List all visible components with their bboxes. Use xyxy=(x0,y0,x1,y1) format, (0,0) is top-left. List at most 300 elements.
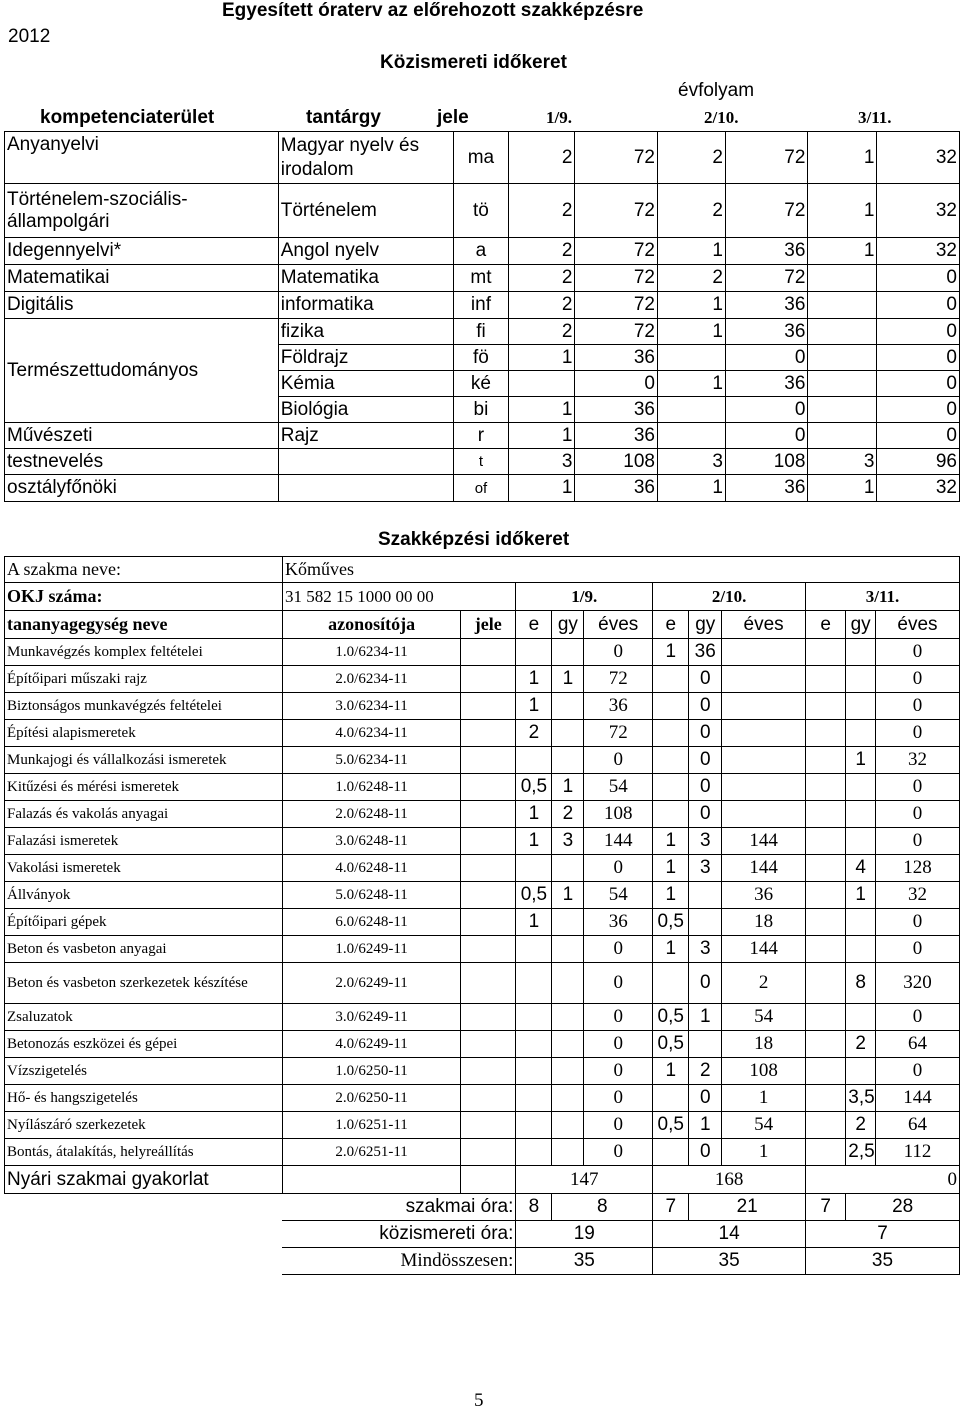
value-cell: 72 xyxy=(575,132,658,184)
value-cell: 36 xyxy=(575,423,658,449)
value-cell: 0 xyxy=(877,345,960,371)
value-cell xyxy=(722,801,806,828)
unit-code-cell xyxy=(461,693,516,720)
page-number: 5 xyxy=(474,1390,484,1411)
table-row xyxy=(5,1139,960,1166)
value-cell: 72 xyxy=(725,184,808,238)
unit-name-cell: Beton és vasbeton szerkezetek készítése xyxy=(5,963,283,1004)
value-cell: 1 xyxy=(508,397,575,423)
value-cell: 3 xyxy=(508,449,575,475)
area-cell: osztályfőnöki xyxy=(5,475,279,502)
value-cell: 2 xyxy=(516,720,552,747)
summary-value: 7 xyxy=(653,1194,689,1221)
value-cell xyxy=(808,371,877,397)
unit-name-cell: Építési alapismeretek xyxy=(5,720,283,747)
value-cell: 0 xyxy=(876,828,960,855)
value-cell xyxy=(805,855,845,882)
value-cell xyxy=(508,371,575,397)
value-cell: 3,5 xyxy=(846,1085,876,1112)
value-cell: 2 xyxy=(508,132,575,184)
value-cell: 108 xyxy=(575,449,658,475)
value-cell xyxy=(808,292,877,319)
value-cell: 0 xyxy=(725,397,808,423)
value-cell: 0 xyxy=(876,936,960,963)
header-gy: gy xyxy=(846,611,876,639)
code-cell: fi xyxy=(454,319,508,345)
summary-value: 7 xyxy=(805,1221,959,1248)
value-cell: 1 xyxy=(808,184,877,238)
summary-value: 19 xyxy=(516,1221,653,1248)
summary-row xyxy=(5,1221,960,1248)
subject-cell: Rajz xyxy=(278,423,454,449)
value-cell xyxy=(552,720,584,747)
value-cell: 108 xyxy=(722,1058,806,1085)
value-cell: 0 xyxy=(876,1004,960,1031)
unit-id-cell: 1.0/6248-11 xyxy=(282,774,460,801)
table-row xyxy=(5,855,960,882)
table-row xyxy=(5,801,960,828)
value-cell xyxy=(805,1085,845,1112)
value-cell xyxy=(552,1085,584,1112)
value-cell: 0 xyxy=(689,774,722,801)
value-cell: 1 xyxy=(653,639,689,666)
value-cell: 36 xyxy=(725,238,808,265)
table-row xyxy=(5,1085,960,1112)
value-cell xyxy=(805,774,845,801)
unit-id-cell: 1.0/6234-11 xyxy=(282,639,460,666)
value-cell xyxy=(805,747,845,774)
value-cell xyxy=(846,693,876,720)
area-cell: Anyanyelvi xyxy=(5,132,279,184)
unit-name-cell: Kitűzési és mérési ismeretek xyxy=(5,774,283,801)
summary-value: 35 xyxy=(516,1248,653,1275)
summary-value: 8 xyxy=(552,1194,653,1221)
unit-name-cell: Építőipari műszaki rajz xyxy=(5,666,283,693)
unit-name-cell: Beton és vasbeton anyagai xyxy=(5,936,283,963)
value-cell: 2 xyxy=(508,184,575,238)
value-cell: 18 xyxy=(722,1031,806,1058)
year-label: 2012 xyxy=(8,26,51,47)
unit-id-cell: 1.0/6250-11 xyxy=(282,1058,460,1085)
value-cell xyxy=(689,882,722,909)
value-cell: 1 xyxy=(653,1058,689,1085)
summary-value: 8 xyxy=(516,1194,552,1221)
value-cell: 0 xyxy=(877,423,960,449)
value-cell: 1 xyxy=(722,1139,806,1166)
unit-code-cell xyxy=(461,1139,516,1166)
top-header-year2: 2/10. xyxy=(704,108,739,127)
value-cell xyxy=(658,423,726,449)
value-cell xyxy=(846,639,876,666)
header-gy: gy xyxy=(689,611,722,639)
value-cell: 1 xyxy=(508,475,575,502)
kozismereti-table xyxy=(4,131,960,502)
value-cell xyxy=(516,1112,552,1139)
value-cell xyxy=(805,1004,845,1031)
unit-name-cell: Munkavégzés komplex feltételei xyxy=(5,639,283,666)
value-cell xyxy=(808,423,877,449)
unit-id-cell: 2.0/6250-11 xyxy=(282,1085,460,1112)
value-cell: 1 xyxy=(552,666,584,693)
value-cell: 0,5 xyxy=(516,774,552,801)
value-cell: 1 xyxy=(808,132,877,184)
area-cell: Történelem-szociális-állampolgári xyxy=(5,184,279,238)
value-cell xyxy=(722,666,806,693)
value-cell xyxy=(846,1058,876,1085)
unit-code-cell xyxy=(461,747,516,774)
value-cell: 0 xyxy=(876,774,960,801)
cell xyxy=(5,1194,283,1221)
okj-row xyxy=(5,583,960,611)
table-row xyxy=(5,475,960,502)
value-cell xyxy=(552,1004,584,1031)
value-cell xyxy=(805,1112,845,1139)
value-cell: 0 xyxy=(876,720,960,747)
table-row xyxy=(5,909,960,936)
value-cell xyxy=(722,747,806,774)
nyari-value: 0 xyxy=(805,1166,959,1194)
top-header-year1: 1/9. xyxy=(546,108,572,127)
value-cell: 54 xyxy=(584,774,653,801)
unit-id-cell: 5.0/6234-11 xyxy=(282,747,460,774)
value-cell: 1 xyxy=(689,1004,722,1031)
table-row xyxy=(5,1031,960,1058)
summary-value: 21 xyxy=(689,1194,806,1221)
page-title: Egyesített óraterv az előrehozott szakképzésre xyxy=(222,0,644,21)
code-cell: fö xyxy=(454,345,508,371)
unit-code-cell xyxy=(461,1085,516,1112)
value-cell: 72 xyxy=(584,720,653,747)
value-cell: 0,5 xyxy=(653,1004,689,1031)
header-eves: éves xyxy=(876,611,960,639)
value-cell: 32 xyxy=(877,238,960,265)
subject-cell: Biológia xyxy=(278,397,454,423)
value-cell: 2 xyxy=(508,265,575,292)
unit-code-cell xyxy=(461,828,516,855)
value-cell: 0 xyxy=(877,397,960,423)
unit-name-cell: Falazási ismeretek xyxy=(5,828,283,855)
value-cell: 36 xyxy=(725,319,808,345)
value-cell: 0 xyxy=(584,639,653,666)
value-cell xyxy=(552,1031,584,1058)
value-cell xyxy=(653,1085,689,1112)
value-cell: 144 xyxy=(876,1085,960,1112)
value-cell: 1 xyxy=(653,828,689,855)
value-cell xyxy=(516,1004,552,1031)
table-row xyxy=(5,423,960,449)
unit-code-cell xyxy=(461,720,516,747)
value-cell: 72 xyxy=(725,132,808,184)
value-cell xyxy=(552,1058,584,1085)
value-cell: 0 xyxy=(584,1112,653,1139)
value-cell xyxy=(722,693,806,720)
value-cell xyxy=(653,963,689,1004)
value-cell: 64 xyxy=(876,1031,960,1058)
value-cell xyxy=(552,693,584,720)
value-cell: 2 xyxy=(846,1031,876,1058)
value-cell: 1 xyxy=(658,371,726,397)
value-cell: 2 xyxy=(508,319,575,345)
table-row xyxy=(5,936,960,963)
value-cell: 0 xyxy=(689,720,722,747)
unit-code-cell xyxy=(461,1112,516,1139)
value-cell: 0 xyxy=(877,292,960,319)
value-cell xyxy=(516,747,552,774)
value-cell: 3 xyxy=(808,449,877,475)
header-eves: éves xyxy=(584,611,653,639)
unit-id-cell: 4.0/6249-11 xyxy=(282,1031,460,1058)
summary-row xyxy=(5,1248,960,1275)
value-cell: 36 xyxy=(725,371,808,397)
nyari-label: Nyári szakmai gyakorlat xyxy=(5,1166,283,1194)
value-cell xyxy=(805,1031,845,1058)
value-cell: 72 xyxy=(575,184,658,238)
value-cell: 144 xyxy=(722,855,806,882)
value-cell xyxy=(552,936,584,963)
subject-cell: Matematika xyxy=(278,265,454,292)
top-header-area: kompetenciaterület xyxy=(40,107,215,128)
table-row xyxy=(5,666,960,693)
value-cell: 2 xyxy=(508,238,575,265)
summary-value: 35 xyxy=(653,1248,806,1275)
unit-code-cell xyxy=(461,639,516,666)
value-cell: 3 xyxy=(689,828,722,855)
unit-id-cell: 5.0/6248-11 xyxy=(282,882,460,909)
value-cell xyxy=(846,828,876,855)
value-cell: 1 xyxy=(658,475,726,502)
value-cell xyxy=(722,774,806,801)
value-cell: 72 xyxy=(575,292,658,319)
value-cell xyxy=(846,936,876,963)
value-cell xyxy=(808,319,877,345)
szak-title: Szakképzési időkeret xyxy=(378,529,570,550)
value-cell: 36 xyxy=(722,882,806,909)
value-cell: 96 xyxy=(877,449,960,475)
value-cell xyxy=(552,909,584,936)
value-cell: 0 xyxy=(575,371,658,397)
value-cell xyxy=(805,963,845,1004)
value-cell: 2 xyxy=(846,1112,876,1139)
cell xyxy=(282,1166,460,1194)
subject-cell: Történelem xyxy=(278,184,454,238)
area-cell: testnevelés xyxy=(5,449,279,475)
value-cell: 0 xyxy=(876,666,960,693)
code-cell: a xyxy=(454,238,508,265)
table-row xyxy=(5,1058,960,1085)
unit-id-cell: 3.0/6249-11 xyxy=(282,1004,460,1031)
unit-id-cell: 2.0/6251-11 xyxy=(282,1139,460,1166)
value-cell xyxy=(846,909,876,936)
value-cell: 144 xyxy=(722,936,806,963)
value-cell xyxy=(846,666,876,693)
nyari-row xyxy=(5,1166,960,1194)
value-cell xyxy=(689,909,722,936)
value-cell: 1 xyxy=(658,319,726,345)
szakma-value: Kőműves xyxy=(282,557,959,583)
unit-code-cell xyxy=(461,882,516,909)
value-cell: 36 xyxy=(575,475,658,502)
value-cell: 72 xyxy=(575,238,658,265)
unit-code-cell xyxy=(461,774,516,801)
value-cell: 32 xyxy=(877,184,960,238)
value-cell xyxy=(516,1085,552,1112)
value-cell xyxy=(653,801,689,828)
value-cell: 0 xyxy=(877,265,960,292)
table-row xyxy=(5,292,960,319)
value-cell: 144 xyxy=(584,828,653,855)
unit-id-cell: 6.0/6248-11 xyxy=(282,909,460,936)
value-cell xyxy=(805,693,845,720)
value-cell: 1 xyxy=(808,238,877,265)
value-cell xyxy=(805,1139,845,1166)
value-cell xyxy=(653,666,689,693)
value-cell xyxy=(689,1031,722,1058)
unit-code-cell xyxy=(461,936,516,963)
unit-code-cell xyxy=(461,1004,516,1031)
table-row xyxy=(5,720,960,747)
value-cell: 72 xyxy=(725,265,808,292)
value-cell: 1 xyxy=(653,855,689,882)
summary-value: 7 xyxy=(805,1194,845,1221)
value-cell: 4 xyxy=(846,855,876,882)
szak-header-row xyxy=(5,611,960,639)
unit-id-cell: 4.0/6248-11 xyxy=(282,855,460,882)
szak-year3: 3/11. xyxy=(805,583,959,611)
value-cell xyxy=(516,855,552,882)
value-cell: 1 xyxy=(516,828,552,855)
unit-name-cell: Állványok xyxy=(5,882,283,909)
value-cell xyxy=(653,774,689,801)
evfolyam-label: évfolyam xyxy=(678,80,755,101)
value-cell xyxy=(722,720,806,747)
subject-cell: Angol nyelv xyxy=(278,238,454,265)
value-cell xyxy=(846,1004,876,1031)
value-cell: 0 xyxy=(876,639,960,666)
summary-value: 14 xyxy=(653,1221,806,1248)
unit-code-cell xyxy=(461,1058,516,1085)
value-cell xyxy=(516,1139,552,1166)
code-cell: t xyxy=(454,449,508,475)
value-cell xyxy=(805,801,845,828)
code-cell: bi xyxy=(454,397,508,423)
value-cell: 2 xyxy=(508,292,575,319)
value-cell xyxy=(516,1058,552,1085)
value-cell xyxy=(805,666,845,693)
value-cell xyxy=(552,1112,584,1139)
value-cell: 2 xyxy=(689,1058,722,1085)
value-cell xyxy=(805,1058,845,1085)
unit-id-cell: 1.0/6249-11 xyxy=(282,936,460,963)
nyari-value: 168 xyxy=(653,1166,806,1194)
unit-code-cell xyxy=(461,1031,516,1058)
value-cell: 0 xyxy=(877,371,960,397)
value-cell: 32 xyxy=(877,475,960,502)
table-row xyxy=(5,774,960,801)
value-cell: 1 xyxy=(658,238,726,265)
table-row xyxy=(5,828,960,855)
value-cell xyxy=(653,720,689,747)
value-cell: 0 xyxy=(584,1085,653,1112)
value-cell: 0,5 xyxy=(653,1031,689,1058)
value-cell xyxy=(805,828,845,855)
table-row xyxy=(5,693,960,720)
table-row xyxy=(5,449,960,475)
unit-name-cell: Építőipari gépek xyxy=(5,909,283,936)
szak-table xyxy=(4,556,960,1275)
value-cell: 54 xyxy=(722,1112,806,1139)
unit-id-cell: 3.0/6248-11 xyxy=(282,828,460,855)
value-cell xyxy=(846,774,876,801)
summary-value: 28 xyxy=(846,1194,960,1221)
cell xyxy=(5,1221,283,1248)
value-cell xyxy=(805,720,845,747)
unit-code-cell xyxy=(461,666,516,693)
value-cell: 0,5 xyxy=(653,909,689,936)
header-gy: gy xyxy=(552,611,584,639)
value-cell: 0 xyxy=(689,747,722,774)
okj-value: 31 582 15 1000 00 00 xyxy=(282,583,515,611)
subject-cell: Kémia xyxy=(278,371,454,397)
table-row xyxy=(5,963,960,1004)
code-cell: ma xyxy=(454,132,508,184)
table-row xyxy=(5,319,960,345)
value-cell: 1 xyxy=(846,747,876,774)
value-cell: 72 xyxy=(584,666,653,693)
unit-name-cell: Hő- és hangszigetelés xyxy=(5,1085,283,1112)
unit-id-cell: 2.0/6248-11 xyxy=(282,801,460,828)
value-cell: 0 xyxy=(689,1139,722,1166)
unit-code-cell xyxy=(461,963,516,1004)
value-cell xyxy=(808,265,877,292)
value-cell: 0 xyxy=(584,963,653,1004)
szak-body xyxy=(5,639,960,1275)
value-cell: 1 xyxy=(689,1112,722,1139)
subject-cell: fizika xyxy=(278,319,454,345)
summary-label: közismereti óra: xyxy=(282,1221,515,1248)
table-row xyxy=(5,238,960,265)
unit-name-cell: Vízszigetelés xyxy=(5,1058,283,1085)
value-cell: 72 xyxy=(575,319,658,345)
value-cell: 1 xyxy=(722,1085,806,1112)
value-cell xyxy=(516,936,552,963)
summary-row xyxy=(5,1194,960,1221)
value-cell xyxy=(805,909,845,936)
table-row xyxy=(5,639,960,666)
value-cell xyxy=(658,345,726,371)
summary-label: szakmai óra: xyxy=(282,1194,515,1221)
value-cell: 72 xyxy=(575,265,658,292)
value-cell: 0 xyxy=(584,1031,653,1058)
value-cell: 1 xyxy=(653,882,689,909)
value-cell xyxy=(722,639,806,666)
value-cell: 1 xyxy=(552,774,584,801)
header-id: azonosítója xyxy=(282,611,460,639)
value-cell: 0 xyxy=(689,801,722,828)
value-cell: 2 xyxy=(552,801,584,828)
value-cell: 3 xyxy=(689,855,722,882)
value-cell: 0,5 xyxy=(653,1112,689,1139)
value-cell: 0 xyxy=(877,319,960,345)
kozismereti-title: Közismereti időkeret xyxy=(380,52,567,73)
cell xyxy=(5,1248,283,1275)
unit-code-cell xyxy=(461,855,516,882)
value-cell: 18 xyxy=(722,909,806,936)
value-cell: 2 xyxy=(722,963,806,1004)
value-cell: 36 xyxy=(725,292,808,319)
table-row xyxy=(5,184,960,238)
unit-name-cell: Biztonságos munkavégzés feltételei xyxy=(5,693,283,720)
value-cell: 0 xyxy=(689,1085,722,1112)
